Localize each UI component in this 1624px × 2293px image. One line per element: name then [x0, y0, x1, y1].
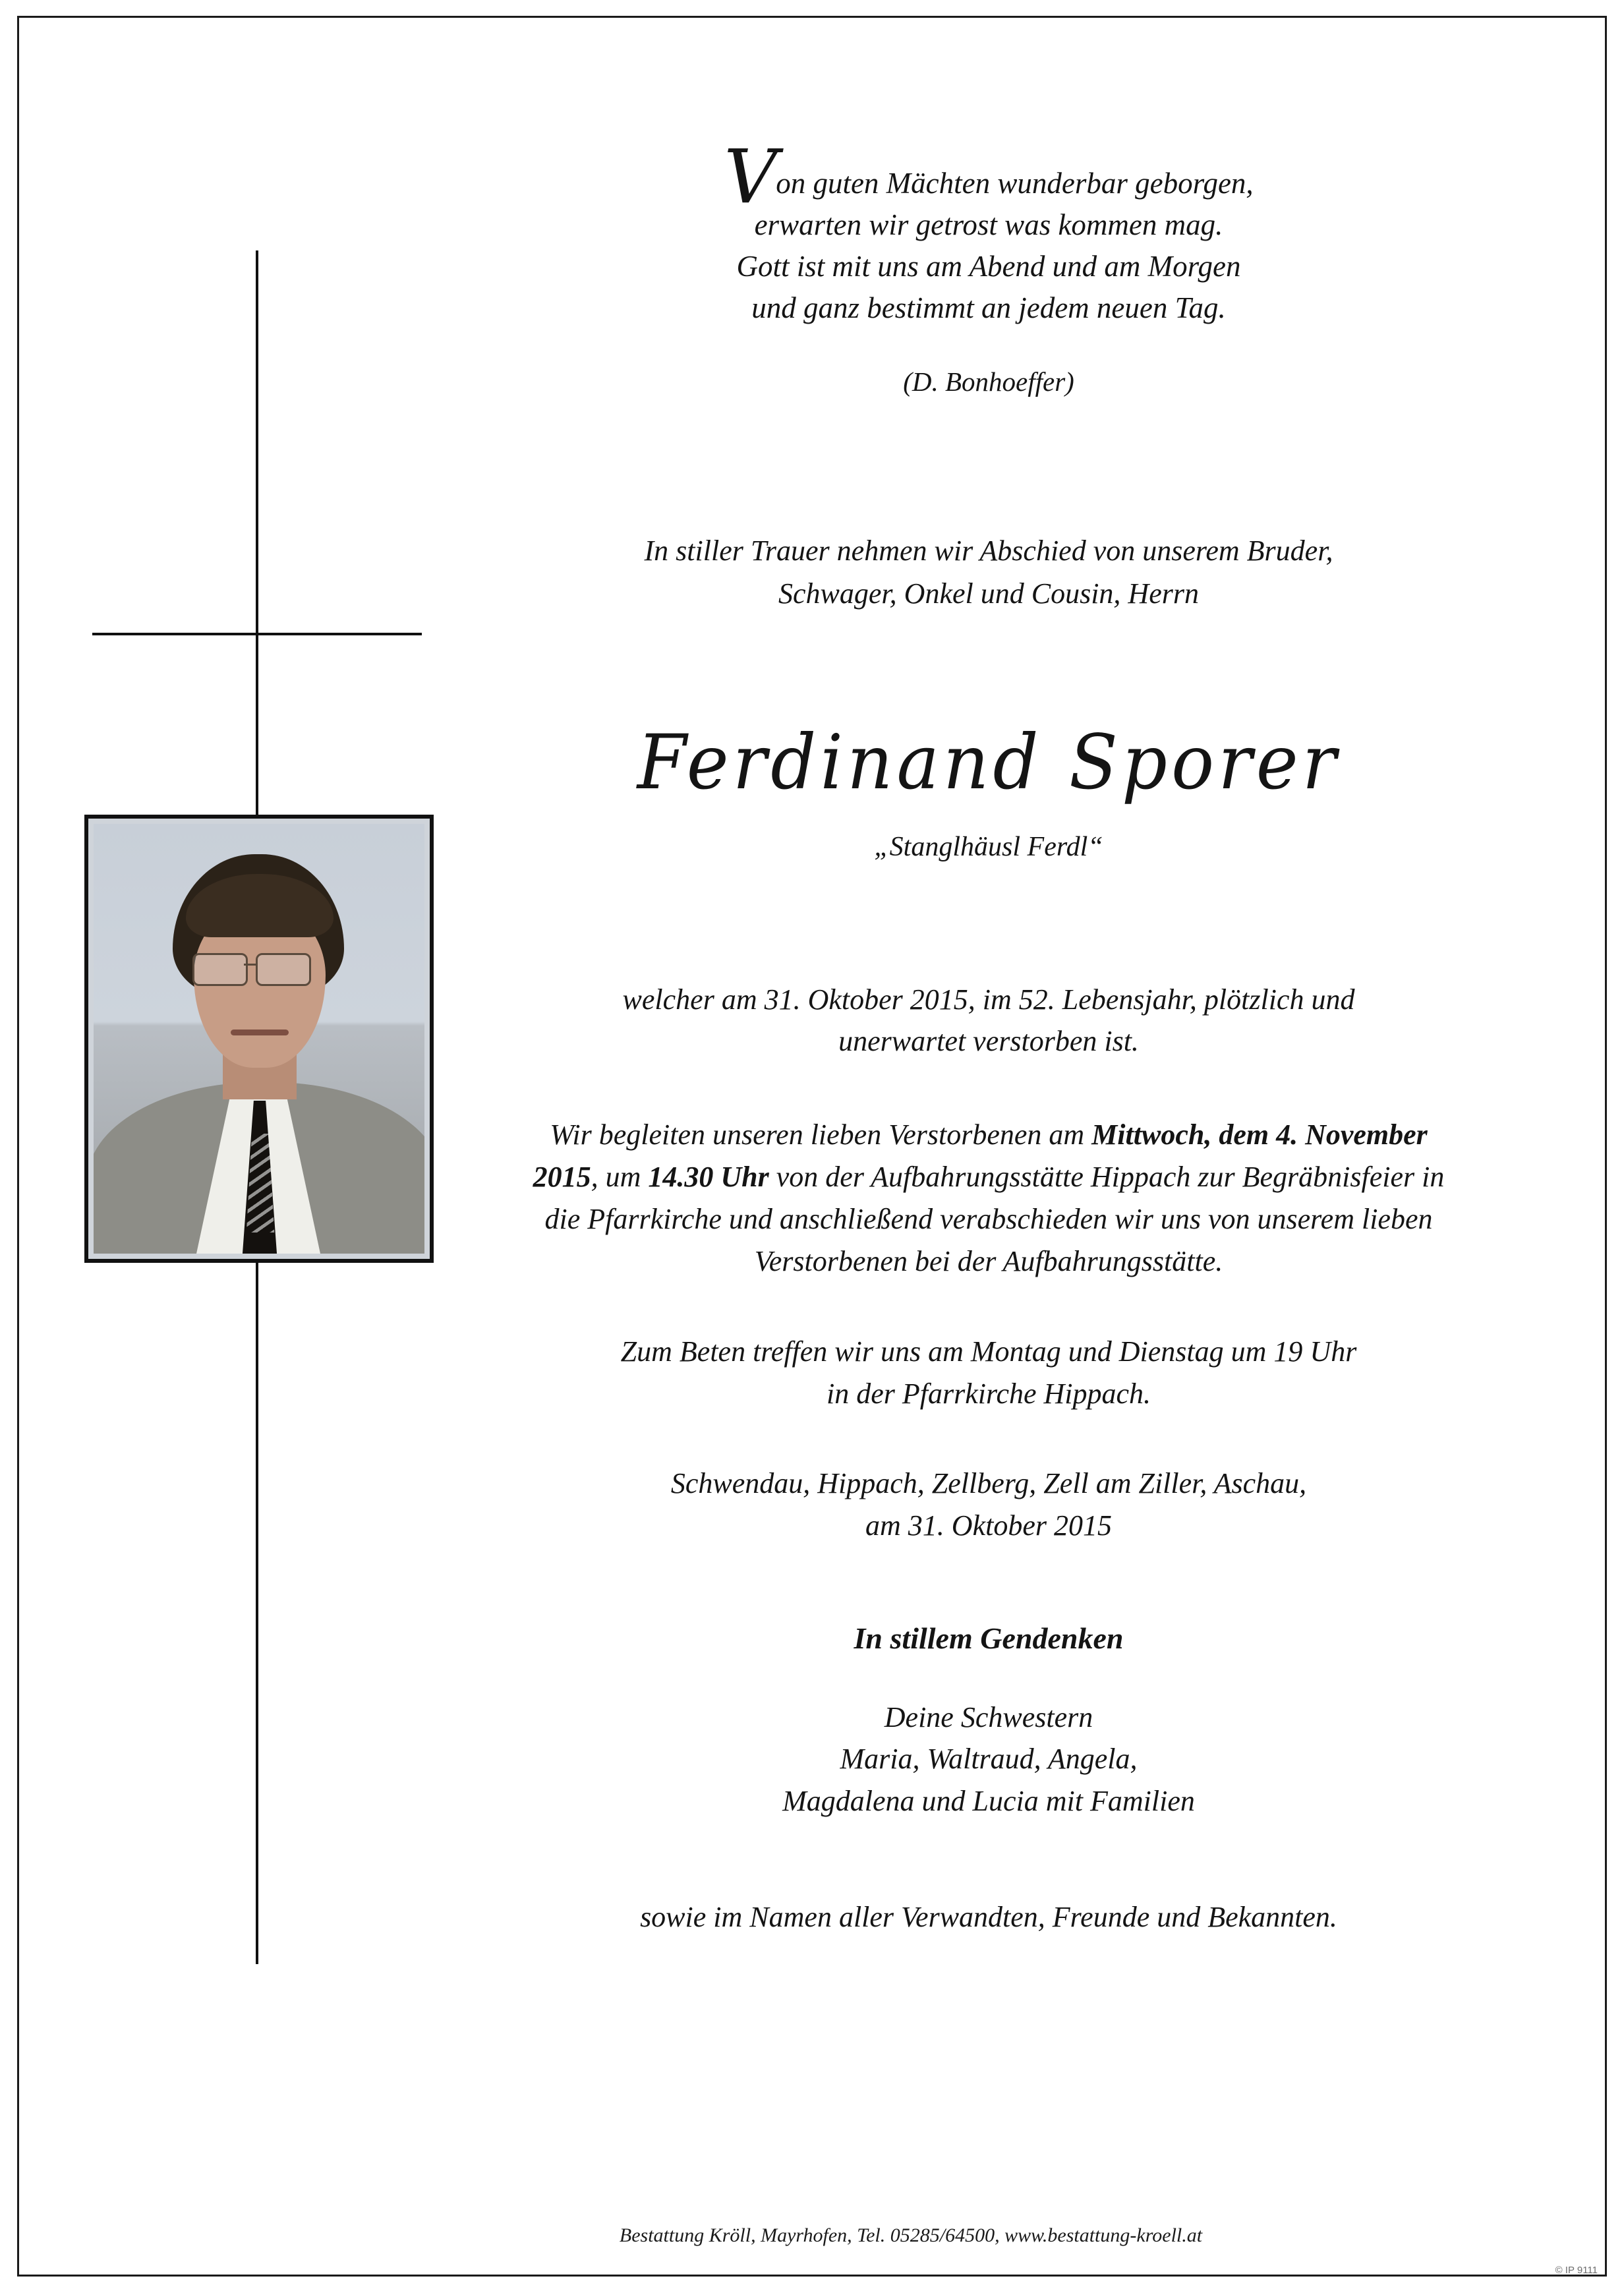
funeral-home-credit: Bestattung Kröll, Mayrhofen, Tel. 05285/64500, www.bestattung-kroell.at	[619, 2224, 1203, 2246]
funeral-text-part-2: , um	[591, 1161, 649, 1193]
death-line-1: welcher am 31. Oktober 2015, im 52. Lebensjahr, plötzlich und	[622, 983, 1355, 1016]
portrait-glasses-left	[192, 953, 248, 986]
funeral-text-part-1: Wir begleiten unseren lieben Verstorbenen am	[550, 1118, 1092, 1151]
places-line-1: Schwendau, Hippach, Zellberg, Zell am Ziller, Aschau,	[670, 1466, 1307, 1499]
verse-line-1	[521, 134, 1457, 220]
verse-line-1-text: on guten Mächten wunderbar geborgen,	[776, 167, 1254, 200]
prayer-details	[521, 1331, 1457, 1415]
portrait-image	[94, 824, 424, 1254]
family-line-1: Deine Schwestern	[884, 1700, 1093, 1733]
intro-line-1: In stiller Trauer nehmen wir Abschied von unserem Bruder,	[644, 535, 1333, 567]
places-and-date	[521, 1463, 1457, 1547]
funeral-bold-weekday: Mittwoch, dem	[1091, 1118, 1269, 1151]
funeral-details	[521, 1114, 1457, 1282]
verse-line-3: Gott ist mit uns am Abend und am Morgen	[736, 250, 1241, 283]
death-line-2: unerwartet verstorben ist.	[838, 1025, 1139, 1058]
print-code: © IP 9111	[1555, 2265, 1598, 2276]
deceased-nickname: „Stanglhäusl Ferdl“	[874, 831, 1103, 862]
deceased-name: Ferdinand Sporer	[637, 719, 1341, 807]
prayer-line-1: Zum Beten treffen wir uns am Montag und Dienstag um 19 Uhr	[620, 1335, 1357, 1368]
footer	[0, 2224, 1624, 2247]
family-signature	[521, 1697, 1457, 1822]
death-details	[521, 979, 1457, 1063]
portrait-glasses-right	[256, 953, 311, 986]
prayer-line-2: in der Pfarrkirche Hippach.	[826, 1378, 1151, 1410]
cross-horizontal-bar	[92, 633, 422, 635]
verse-author: (D. Bonhoeffer)	[903, 366, 1074, 397]
verse-dropcap: V	[724, 134, 776, 220]
text-column	[521, 0, 1457, 1934]
intro-text	[521, 529, 1457, 615]
portrait-glasses-bridge	[244, 964, 256, 966]
portrait-photo	[84, 815, 434, 1263]
memorial-verse	[521, 134, 1457, 329]
family-line-3: Magdalena und Lucia mit Familien	[782, 1785, 1195, 1818]
verse-line-4: und ganz bestimmt an jedem neuen Tag.	[751, 291, 1226, 324]
funeral-text-part-3: von der Aufbahrungsstätte Hippach zur Begräbnisfeier in die Pfarrkirche und anschließend verabschieden wir uns von unserem lieben Verstorbenen bei der Aufbahrungsstätte.	[544, 1161, 1445, 1277]
verse-line-2: erwarten wir getrost was kommen mag.	[754, 208, 1223, 241]
funeral-bold-date: 4. November 2015	[533, 1118, 1428, 1193]
intro-line-2: Schwager, Onkel und Cousin, Herrn	[778, 577, 1199, 610]
closing-line: sowie im Namen aller Verwandten, Freunde und Bekannten.	[640, 1900, 1337, 1933]
portrait-mouth	[231, 1030, 289, 1035]
memory-heading: In stillem Gendenken	[854, 1621, 1124, 1655]
family-line-2: Maria, Waltraud, Angela,	[840, 1743, 1138, 1776]
places-line-2: am 31. Oktober 2015	[865, 1509, 1112, 1542]
funeral-bold-time: 14.30 Uhr	[648, 1161, 769, 1193]
